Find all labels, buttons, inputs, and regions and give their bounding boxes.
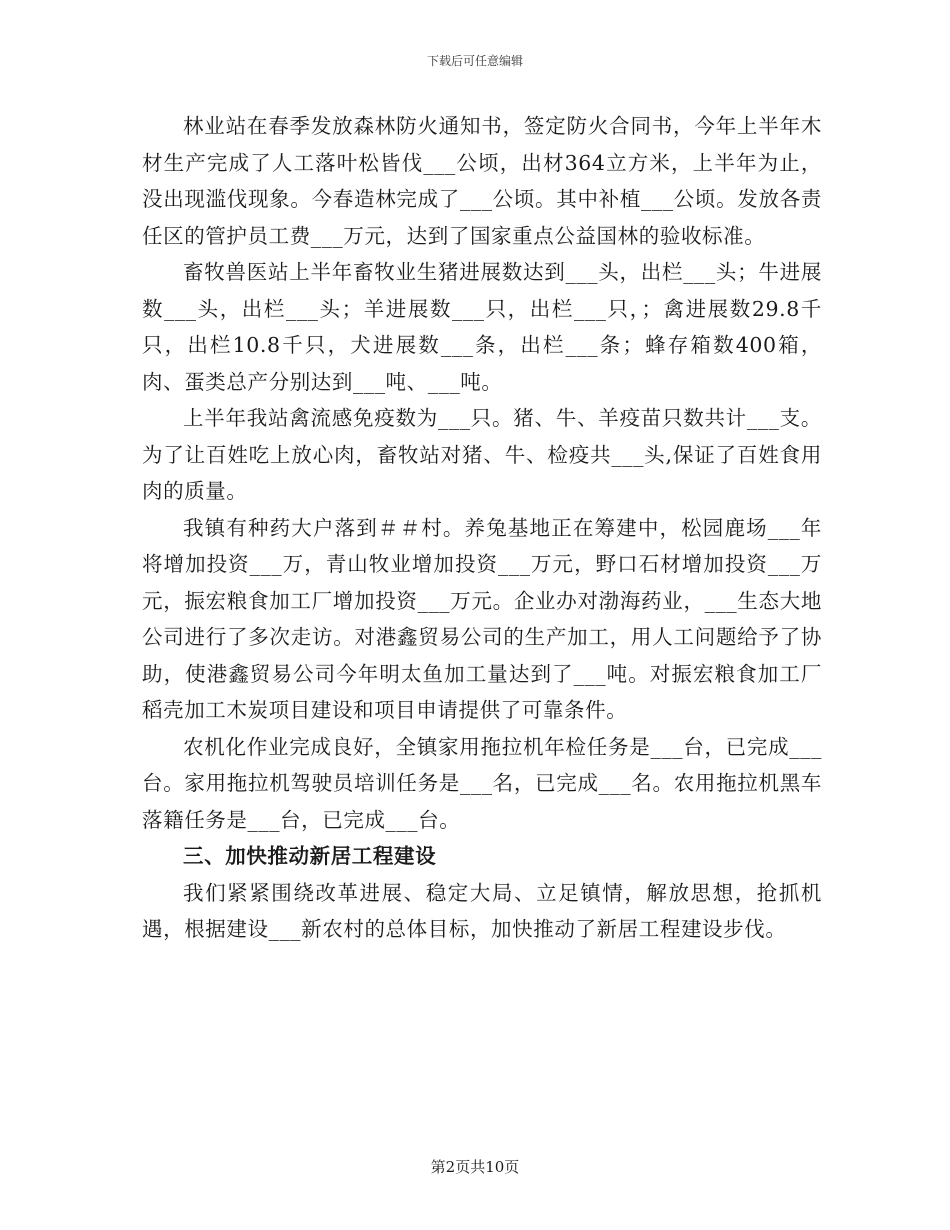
paragraph-new-housing: 我们紧紧围绕改革进展、稳定大局、立足镇情，解放思想，抢抓机遇，根据建设___新农村的总体目标，加快推动了新居工程建设步伐。	[142, 880, 822, 941]
paragraph-forestry: 林业站在春季发放森林防火通知书，签定防火合同书，今年上半年木材生产完成了人工落叶松皆伐___公顷，出材364立方米，上半年为止，没出现滥伐现象。今春造林完成了___公顷。其中补植___公顷。发放各责任区的管护员工费___万元，达到了国家重点公益国林的验收标准。	[142, 114, 822, 248]
paragraph-epidemic-prevention: 上半年我站禽流感免疫数为___只。猪、牛、羊疫苗只数共计___支。为了让百姓吃上放心肉，畜牧站对猪、牛、检疫共___头,保证了百姓食用肉的质量。	[142, 406, 822, 503]
header-note: 下载后可任意编辑	[426, 54, 523, 68]
paragraph-enterprise-investment: 我镇有种药大户落到＃＃村。养兔基地正在筹建中，松园鹿场___年将增加投资___万，青山牧业增加投资___万元，野口石材增加投资___万元，振宏粮食加工厂增加投资___万元。企业办对渤海药业，___生态大地公司进行了多次走访。对港鑫贸易公司的生产加工，用人工问题给予了协助，使港鑫贸易公司今年明太鱼加工量达到了___吨。对振宏粮食加工厂稻壳加工木炭项目建设和项目申请提供了可靠条件。	[142, 515, 822, 722]
document-body	[142, 108, 822, 948]
section-heading: 三、加快推动新居工程建设	[183, 844, 437, 868]
paragraph-agricultural-machinery: 农机化作业完成良好，全镇家用拖拉机年检任务是___台，已完成___台。家用拖拉机驾驶员培训任务是___名，已完成___名。农用拖拉机黑车落籍任务是___台，已完成___台。	[142, 734, 822, 832]
page-number: 第2页共10页	[430, 1158, 520, 1176]
paragraph-livestock: 畜牧兽医站上半年畜牧业生猪进展数达到___头，出栏___头；牛进展数___头，出栏___头；羊进展数___只，出栏___只，；禽进展数29.8千只，出栏10.8千只，犬进展数___条，出栏___条；蜂存箱数400箱，肉、蛋类总产分别达到___吨、___吨。	[142, 260, 822, 394]
